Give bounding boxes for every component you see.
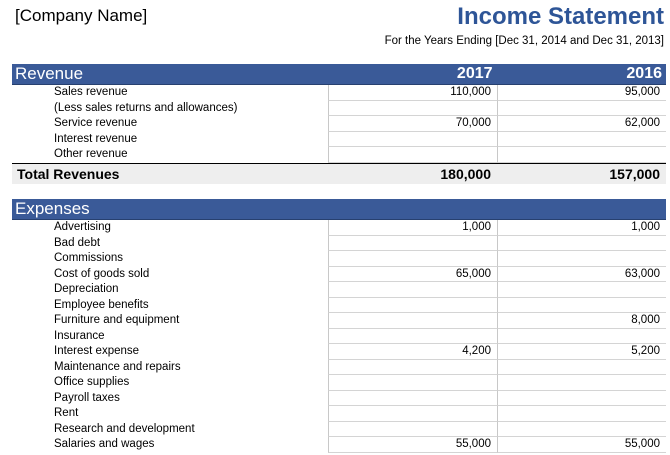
value-cell-2016[interactable] (497, 422, 666, 438)
value-cell-2016[interactable]: 5,200 (497, 344, 666, 360)
value-cell-2017[interactable] (328, 313, 497, 329)
value-cell-2016[interactable] (497, 298, 666, 314)
expenses-label: Expenses (15, 199, 90, 218)
value-cell-2016[interactable] (497, 282, 666, 298)
value-cell-2016[interactable] (497, 101, 666, 117)
line-item-label: Payroll taxes (54, 391, 120, 404)
value-cell-2016[interactable] (497, 329, 666, 345)
value-cell-2017[interactable] (328, 236, 497, 252)
year-2017-header[interactable]: 2017 (456, 65, 493, 82)
line-item-label: (Less sales returns and allowances) (54, 101, 238, 114)
value-cell-2016[interactable] (497, 147, 666, 163)
value-cell-2017[interactable] (328, 375, 497, 391)
revenue-label: Revenue (15, 64, 84, 83)
value-cell-2017[interactable] (328, 360, 497, 376)
value-cell-2016[interactable]: 95,000 (497, 85, 666, 101)
value-cell-2016[interactable] (497, 251, 666, 267)
table-row (12, 360, 666, 376)
period-subtitle[interactable]: For the Years Ending [Dec 31, 2014 and Dec 31, 2013] (384, 35, 664, 47)
value-cell-2017[interactable] (328, 101, 497, 117)
value-cell-2017[interactable] (328, 132, 497, 148)
table-row (12, 344, 666, 360)
company-name[interactable]: [Company Name] (15, 6, 148, 25)
line-item-label: Rent (54, 407, 79, 419)
value-cell-2017[interactable] (328, 147, 497, 163)
table-row (12, 375, 666, 391)
line-item-label: Bad debt (54, 236, 101, 249)
value-cell-2017[interactable]: 55,000 (328, 437, 497, 453)
value-cell-2016[interactable]: 8,000 (497, 313, 666, 329)
line-item-label: Sales revenue (54, 86, 128, 98)
line-item-label: Advertising (54, 221, 111, 233)
table-row (12, 406, 666, 422)
value-cell-2016[interactable]: 63,000 (497, 267, 666, 283)
value-cell-2016[interactable] (497, 236, 666, 252)
value-cell-2016[interactable] (497, 375, 666, 391)
value-cell-2016[interactable]: 62,000 (497, 116, 666, 132)
value-cell-2017[interactable] (328, 422, 497, 438)
line-item-label: Commissions (54, 252, 124, 264)
table-row (12, 116, 666, 132)
revenue-header (12, 64, 666, 85)
table-row (12, 267, 666, 283)
table-row (12, 236, 666, 252)
table-row (12, 313, 666, 329)
line-item-label: Interest revenue (54, 132, 138, 145)
table-row (12, 298, 666, 314)
line-item-label: Employee benefits (54, 298, 149, 311)
value-cell-2017[interactable]: 110,000 (328, 85, 497, 101)
expenses-header (12, 199, 666, 220)
line-item-label: Maintenance and repairs (54, 360, 181, 373)
expenses-section (12, 199, 666, 453)
table-row (12, 437, 666, 453)
line-item-label: Depreciation (54, 283, 119, 295)
table-row (12, 329, 666, 345)
value-cell-2016[interactable] (497, 360, 666, 376)
value-cell-2016[interactable] (497, 132, 666, 148)
value-cell-2016[interactable]: 55,000 (497, 437, 666, 453)
value-cell-2017[interactable]: 4,200 (328, 344, 497, 360)
table-row (12, 422, 666, 438)
line-item-label: Service revenue (54, 117, 138, 129)
statement-title: Income Statement (457, 3, 664, 30)
year-2016-header[interactable]: 2016 (626, 65, 662, 82)
total-revenues-label: Total Revenues (17, 165, 120, 182)
table-row (12, 220, 666, 236)
value-cell-2017[interactable] (328, 251, 497, 267)
value-cell-2017[interactable] (328, 329, 497, 345)
value-cell-2017[interactable]: 70,000 (328, 116, 497, 132)
line-item-label: Cost of goods sold (54, 267, 150, 280)
value-cell-2017[interactable] (328, 391, 497, 407)
total-revenues-2016[interactable]: 157,000 (609, 165, 660, 182)
value-cell-2017[interactable]: 65,000 (328, 267, 497, 283)
value-cell-2016[interactable] (497, 406, 666, 422)
table-row (12, 147, 666, 163)
line-item-label: Other revenue (54, 148, 128, 160)
table-row (12, 251, 666, 267)
table-row (12, 282, 666, 298)
line-item-label: Research and development (54, 422, 195, 435)
table-row (12, 101, 666, 117)
value-cell-2016[interactable]: 1,000 (497, 220, 666, 236)
line-item-label: Salaries and wages (54, 438, 155, 450)
value-cell-2017[interactable] (328, 298, 497, 314)
total-revenues-2017[interactable]: 180,000 (440, 165, 491, 182)
value-cell-2017[interactable] (328, 282, 497, 298)
value-cell-2016[interactable] (497, 391, 666, 407)
table-row (12, 132, 666, 148)
line-item-label: Office supplies (54, 376, 130, 388)
value-cell-2017[interactable] (328, 406, 497, 422)
revenue-section (12, 64, 666, 184)
total-revenues-row (12, 163, 666, 184)
line-item-label: Interest expense (54, 345, 140, 357)
line-item-label: Furniture and equipment (54, 314, 180, 326)
value-cell-2017[interactable]: 1,000 (328, 220, 497, 236)
table-row (12, 391, 666, 407)
table-row (12, 85, 666, 101)
line-item-label: Insurance (54, 329, 105, 342)
